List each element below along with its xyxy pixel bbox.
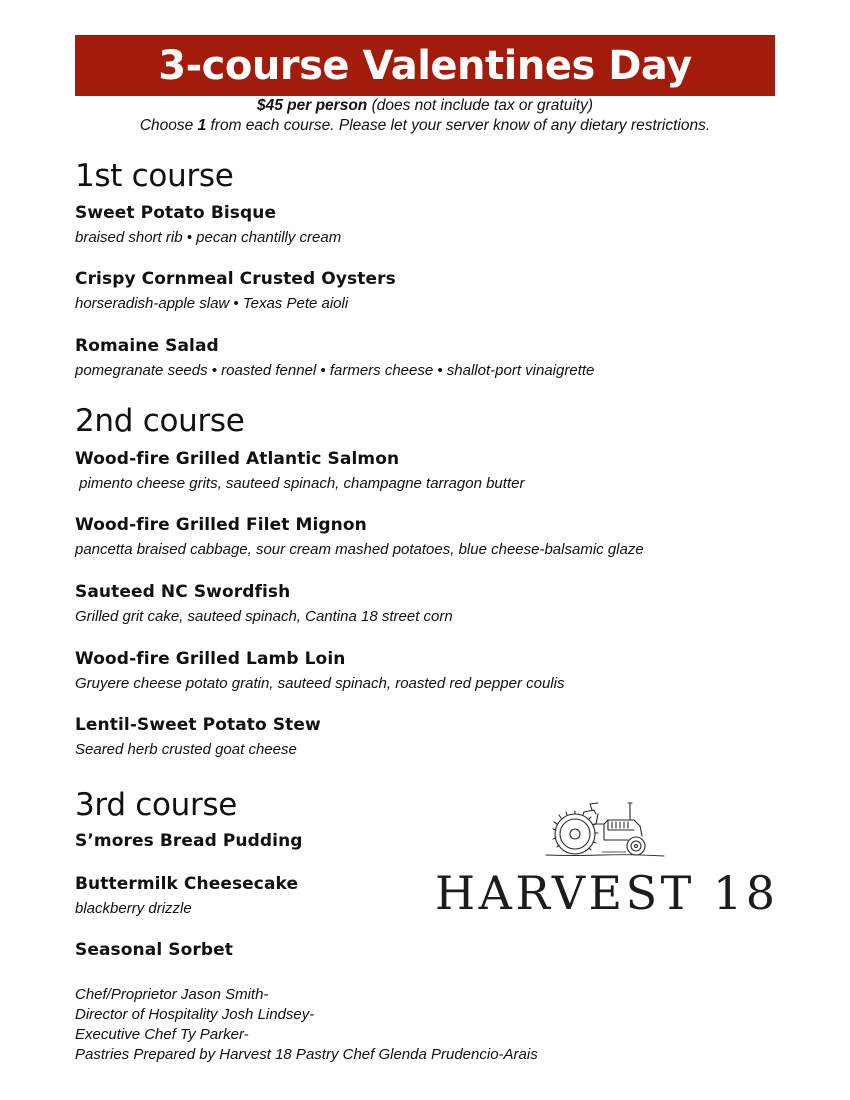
dish-name: Romaine Salad xyxy=(75,336,219,356)
dish-description: Grilled grit cake, sauteed spinach, Cantina 18 street corn xyxy=(75,608,453,625)
menu-title: 3-course Valentines Day xyxy=(158,43,692,89)
price-note: (does not include tax or gratuity) xyxy=(367,97,593,114)
price-line xyxy=(75,96,775,116)
dish-description: pomegranate seeds • roasted fennel • farmers cheese • shallot-port vinaigrette xyxy=(75,362,595,379)
course-title-3: 3rd course xyxy=(75,787,238,823)
instructions-line xyxy=(75,116,775,136)
credit-line: Chef/Proprietor Jason Smith- xyxy=(75,986,269,1003)
dish-name: Seasonal Sorbet xyxy=(75,940,233,960)
harvest-18-logo xyxy=(432,800,777,920)
dish-name: Sweet Potato Bisque xyxy=(75,203,277,223)
dish-name: Lentil-Sweet Potato Stew xyxy=(75,715,321,735)
dish-description: Gruyere cheese potato gratin, sauteed spinach, roasted red pepper coulis xyxy=(75,675,565,692)
dish-name: Crispy Cornmeal Crusted Oysters xyxy=(75,269,396,289)
dish-name: Wood-fire Grilled Filet Mignon xyxy=(75,515,367,535)
course-title-2: 2nd course xyxy=(75,403,245,439)
instructions-count: 1 xyxy=(197,117,207,134)
instructions-pre: Choose xyxy=(139,117,198,134)
logo-wordmark: HARVEST 18 xyxy=(435,866,779,920)
dish-name: Wood-fire Grilled Atlantic Salmon xyxy=(75,449,400,469)
dish-name: Buttermilk Cheesecake xyxy=(75,874,299,894)
tractor-icon xyxy=(542,800,666,862)
dish-description: braised short rib • pecan chantilly cream xyxy=(75,229,342,246)
credit-line: Executive Chef Ty Parker- xyxy=(75,1026,249,1043)
credit-line: Director of Hospitality Josh Lindsey- xyxy=(75,1006,315,1023)
menu-title-banner xyxy=(75,35,775,96)
dish-description: horseradish-apple slaw • Texas Pete aioli xyxy=(75,295,349,312)
dish-description: pimento cheese grits, sauteed spinach, champagne tarragon butter xyxy=(75,475,525,492)
dish-description: pancetta braised cabbage, sour cream mashed potatoes, blue cheese-balsamic glaze xyxy=(75,541,644,558)
course-title-1: 1st course xyxy=(75,158,234,194)
dish-description: Seared herb crusted goat cheese xyxy=(75,741,297,758)
price: $45 per person xyxy=(256,97,368,114)
dish-name: S’mores Bread Pudding xyxy=(75,831,303,851)
dish-name: Wood-fire Grilled Lamb Loin xyxy=(75,649,346,669)
credit-line: Pastries Prepared by Harvest 18 Pastry Chef Glenda Prudencio-Arais xyxy=(75,1046,538,1063)
instructions-post: from each course. Please let your server know of any dietary restrictions. xyxy=(206,117,711,134)
dish-name: Sauteed NC Swordfish xyxy=(75,582,291,602)
dish-description: blackberry drizzle xyxy=(75,900,192,917)
